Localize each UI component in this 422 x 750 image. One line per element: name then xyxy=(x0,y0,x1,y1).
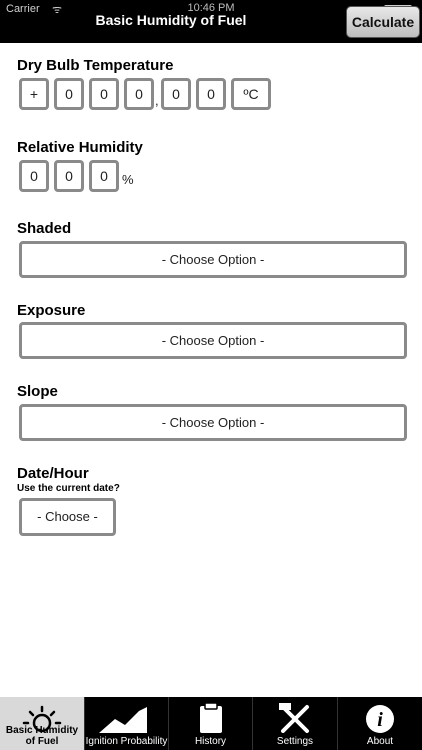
clipboard-icon xyxy=(169,703,253,733)
humidity-label: Relative Humidity xyxy=(17,139,143,156)
date-hour-label: Date/Hour xyxy=(17,465,89,482)
tab-label: Basic Humidity of Fuel xyxy=(5,725,79,747)
tab-history[interactable] xyxy=(169,697,253,750)
calculate-button[interactable]: Calculate xyxy=(346,6,420,38)
temperature-unit-selector[interactable]: ºC xyxy=(231,78,271,110)
percent-unit: % xyxy=(122,172,134,187)
tab-basic-humidity[interactable] xyxy=(0,697,85,750)
temperature-decimal-1[interactable]: 0 xyxy=(161,78,191,110)
tab-about[interactable] xyxy=(338,697,422,750)
tab-label: Settings xyxy=(276,736,314,747)
current-date-select[interactable]: - Choose - xyxy=(19,498,116,536)
temperature-decimal-2[interactable]: 0 xyxy=(196,78,226,110)
shaded-select[interactable]: - Choose Option - xyxy=(19,241,407,278)
temperature-sign-field[interactable]: + xyxy=(19,78,49,110)
navigation-bar xyxy=(0,0,422,43)
exposure-select[interactable]: - Choose Option - xyxy=(19,322,407,359)
tab-label: About xyxy=(366,736,394,747)
svg-text:i: i xyxy=(377,709,383,731)
shaded-label: Shaded xyxy=(17,220,72,237)
humidity-digit-3[interactable]: 0 xyxy=(89,160,119,192)
tab-label: Ignition Probability xyxy=(85,736,168,747)
exposure-label: Exposure xyxy=(17,302,86,319)
tab-bar xyxy=(0,697,422,750)
decimal-separator: , xyxy=(155,93,159,108)
temperature-digit-2[interactable]: 0 xyxy=(89,78,119,110)
temperature-digit-1[interactable]: 0 xyxy=(54,78,84,110)
humidity-digit-2[interactable]: 0 xyxy=(54,160,84,192)
chart-icon xyxy=(85,703,169,733)
tab-settings[interactable] xyxy=(253,697,338,750)
tab-ignition-probability[interactable] xyxy=(85,697,169,750)
info-icon xyxy=(338,703,422,733)
tab-label: History xyxy=(194,736,227,747)
slope-select[interactable]: - Choose Option - xyxy=(19,404,407,441)
temperature-digit-3[interactable]: 0 xyxy=(124,78,154,110)
dry-bulb-label: Dry Bulb Temperature xyxy=(17,57,174,74)
carrier-label: Carrier xyxy=(6,3,40,15)
slope-label: Slope xyxy=(17,383,58,400)
page-title: Basic Humidity of Fuel xyxy=(95,12,247,28)
status-time: 10:46 PM xyxy=(187,2,235,14)
tools-icon xyxy=(253,703,338,733)
wifi-icon: ᯤ xyxy=(52,4,63,16)
humidity-digit-1[interactable]: 0 xyxy=(19,160,49,192)
current-date-question: Use the current date? xyxy=(17,483,120,494)
